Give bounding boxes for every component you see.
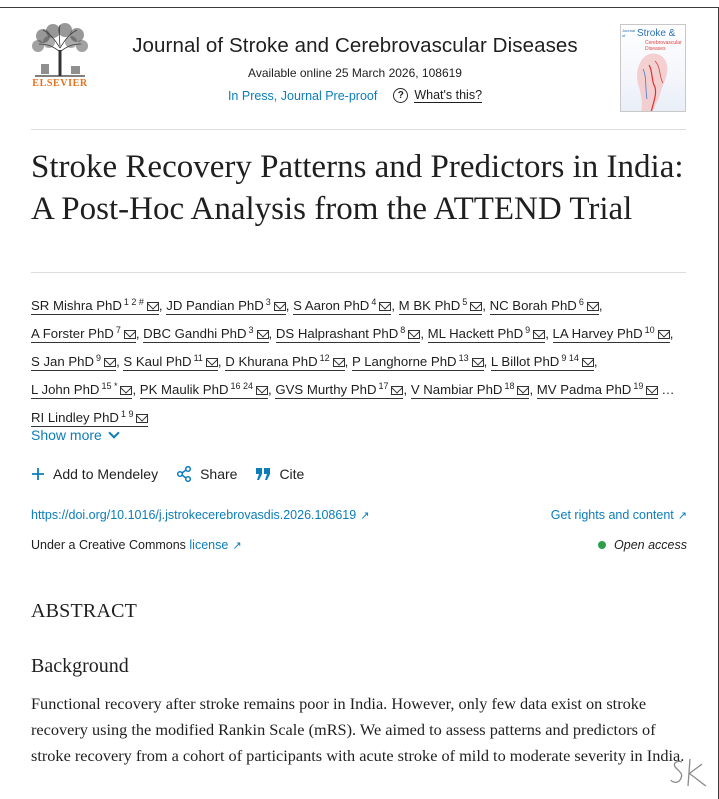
share-icon: [176, 466, 192, 482]
author-item[interactable]: [491, 354, 594, 371]
mail-icon[interactable]: [147, 302, 159, 311]
mail-icon[interactable]: [379, 302, 391, 311]
cite-label: Cite: [279, 466, 305, 482]
mail-icon[interactable]: [274, 302, 286, 311]
author-name[interactable]: [31, 410, 148, 427]
cite-button[interactable]: [255, 466, 304, 482]
title-divider: [31, 272, 686, 273]
author-name[interactable]: [166, 298, 286, 315]
cover-side-text: Journal of: [622, 28, 636, 38]
license-text: [31, 538, 242, 552]
author-affiliation-sup: 11: [193, 353, 203, 363]
mail-icon[interactable]: [124, 330, 136, 339]
share-button[interactable]: [176, 466, 237, 482]
author-name[interactable]: [143, 326, 268, 343]
license-prefix: Under a Creative Commons: [31, 538, 186, 552]
authors-ellipsis: …: [661, 382, 675, 397]
author-name-text: LA Harvey PhD: [552, 326, 643, 341]
mail-icon[interactable]: [206, 358, 218, 367]
article-title: Stroke Recovery Patterns and Predictors in India: A Post-Hoc Analysis from the ATTEND Trial: [31, 149, 684, 227]
author-affiliation-sup: 9: [525, 325, 531, 335]
whats-this-label: What's this?: [414, 88, 483, 102]
author-affiliation-sup: 1 2 #: [123, 297, 144, 307]
background-text: Functional recovery after stroke remains poor in India. However, only few data exist on stroke recovery using the modified Rankin Scale (mRS). We aimed to assess patterns and predictors of stroke recovery from a cohort of participants with acute stroke of mild to moderate severity in India.: [31, 694, 685, 765]
author-name-text: DBC Gandhi PhD: [143, 326, 247, 341]
mail-icon[interactable]: [646, 386, 658, 395]
author-name-text: P Langhorne PhD: [351, 354, 457, 369]
author-name-text: ML Hackett PhD: [427, 326, 524, 341]
add-to-mendeley-label: Add to Mendeley: [53, 466, 159, 482]
author-name-text: L John PhD: [31, 382, 100, 397]
mail-icon[interactable]: [517, 386, 529, 395]
rights-text: Get rights and content: [550, 508, 674, 522]
abstract-heading: ABSTRACT: [31, 600, 138, 622]
author-item[interactable]: [411, 382, 530, 399]
author-item[interactable]: [123, 354, 218, 371]
mail-icon[interactable]: [104, 358, 116, 367]
top-frame-line: [0, 7, 719, 8]
author-item[interactable]: [31, 354, 116, 371]
author-name-text: V Nambiar PhD: [410, 382, 503, 397]
author-name[interactable]: [428, 326, 546, 343]
author-name[interactable]: [411, 382, 530, 399]
author-item[interactable]: [275, 382, 403, 399]
author-name[interactable]: [293, 298, 391, 315]
mail-icon[interactable]: [257, 330, 269, 339]
author-affiliation-sup: 1 9: [120, 409, 134, 419]
signature-mark: [668, 756, 712, 792]
mail-icon[interactable]: [582, 358, 594, 367]
author-affiliation-sup: 19: [633, 381, 644, 391]
author-name-text: M BK PhD: [398, 298, 461, 313]
author-name[interactable]: [140, 382, 268, 399]
open-access-badge: [598, 538, 687, 552]
author-name[interactable]: [276, 326, 420, 343]
author-name[interactable]: [537, 382, 659, 399]
header-links: [105, 88, 605, 103]
publisher-name: ELSEVIER: [32, 78, 88, 89]
header-divider: [31, 129, 686, 130]
cover-title: Stroke &: [637, 28, 676, 39]
question-circle-icon: ?: [393, 88, 408, 103]
author-affiliation-sup: 3: [265, 297, 271, 307]
author-name-text: S Kaul PhD: [123, 354, 192, 369]
author-item[interactable]: [140, 382, 268, 399]
author-name-text: RI Lindley PhD: [31, 410, 119, 425]
author-name-text: S Aaron PhD: [293, 298, 370, 313]
author-item[interactable]: [428, 326, 546, 343]
author-affiliation-sup: 9: [96, 353, 102, 363]
mail-icon[interactable]: [136, 414, 148, 423]
author-item[interactable]: [31, 326, 136, 343]
license-row: [31, 538, 687, 552]
author-affiliation-sup: 3: [248, 325, 254, 335]
doi-link[interactable]: [31, 508, 369, 522]
mail-icon[interactable]: [533, 330, 545, 339]
author-affiliation-sup: 15 *: [101, 381, 118, 391]
author-affiliation-sup: 12: [319, 353, 330, 363]
author-name[interactable]: [31, 354, 116, 371]
whats-this-button[interactable]: [393, 88, 482, 103]
author-item[interactable]: [31, 382, 132, 399]
author-name[interactable]: [490, 298, 599, 315]
author-item[interactable]: [293, 298, 391, 315]
cover-illustration: [621, 25, 686, 112]
quote-icon: [255, 467, 271, 481]
plus-icon: [31, 467, 45, 481]
author-affiliation-sup: 6: [578, 297, 584, 307]
article-actions: [31, 466, 304, 482]
share-label: Share: [200, 466, 238, 482]
mail-icon[interactable]: [256, 386, 268, 395]
journal-title[interactable]: Journal of Stroke and Cerebrovascular Diseases: [132, 34, 578, 57]
show-more-button[interactable]: [31, 427, 118, 443]
author-item[interactable]: [31, 298, 159, 315]
journal-cover[interactable]: [620, 24, 686, 112]
in-press-link[interactable]: In Press, Journal Pre-proof: [227, 88, 378, 103]
author-item[interactable]: [276, 326, 420, 343]
author-affiliation-sup: 17: [378, 381, 389, 391]
mail-icon[interactable]: [391, 386, 403, 395]
author-name[interactable]: [553, 326, 670, 343]
author-name[interactable]: [275, 382, 403, 399]
author-affiliation-sup: 8: [400, 325, 406, 335]
author-name[interactable]: [352, 354, 484, 371]
author-item[interactable]: [399, 298, 483, 315]
author-item[interactable]: [143, 326, 268, 343]
external-arrow-icon: ↗: [360, 510, 370, 522]
cover-subtitle: Cerebrovascular Diseases: [645, 40, 682, 52]
mail-icon[interactable]: [408, 330, 420, 339]
author-item[interactable]: [31, 410, 148, 427]
author-item[interactable]: [553, 326, 670, 343]
author-name-text: JD Pandian PhD: [166, 298, 264, 313]
author-item[interactable]: [352, 354, 484, 371]
external-arrow-icon: ↗: [677, 510, 687, 522]
open-access-dot-icon: [598, 541, 606, 549]
author-item[interactable]: [225, 354, 344, 371]
author-name-text: PK Maulik PhD: [139, 382, 229, 397]
journal-header: [105, 34, 605, 103]
external-arrow-icon: ↗: [232, 540, 242, 552]
open-access-label: Open access: [614, 538, 687, 552]
available-online: Available online 25 March 2026, 108619: [248, 66, 462, 80]
mail-icon[interactable]: [472, 358, 484, 367]
mail-icon[interactable]: [470, 302, 482, 311]
author-affiliation-sup: 10: [644, 325, 655, 335]
author-name-text: S Jan PhD: [31, 354, 95, 369]
doi-text: https://doi.org/10.1016/j.jstrokecerebrovasdis.2026.108619: [31, 508, 357, 522]
author-name-text: SR Mishra PhD: [31, 298, 122, 313]
doi-row: [31, 508, 687, 522]
author-name[interactable]: [225, 354, 344, 371]
mail-icon[interactable]: [120, 386, 132, 395]
author-name[interactable]: [491, 354, 594, 371]
author-item[interactable]: [490, 298, 599, 315]
author-affiliation-sup: 13: [458, 353, 469, 363]
author-item[interactable]: [166, 298, 286, 315]
author-name[interactable]: [31, 298, 159, 315]
mail-icon[interactable]: [333, 358, 345, 367]
author-name[interactable]: [31, 326, 136, 343]
author-name[interactable]: [31, 382, 132, 399]
author-list: SR Mishra PhD $^{1 2 \#}$ , JD Pandian PhD $^3$ , S Aaron PhD $^4$ , M BK PhD $^5$ , NC Borah PhD $^6$ , A Forster PhD $^7$ , DBC Gandhi PhD $^3$ , DS Halprashant PhD $^8$ , ML Hackett PhD $^9$ , LA Harvey PhD $^{10}$ , S Jan PhD $^9$ , S Kaul PhD $^{11}$ , D Khurana PhD $^{12}$ , P Langhorne PhD $^{13}$ , L Billot PhD $^{9 14}$ , L John PhD $^{15 *}$ , PK Maulik PhD $^{16 24}$ , GVS Murthy PhD $^{17}$ , V Nambiar PhD $^{18}$ , MV Padma PhD $^{19}$ …RI Lindley PhD $^{1 9}$: [31, 297, 675, 425]
author-name-text: MV Padma PhD: [536, 382, 632, 397]
add-to-mendeley-button[interactable]: [31, 466, 158, 482]
chevron-down-icon: [108, 427, 119, 438]
author-name[interactable]: [123, 354, 218, 371]
author-affiliation-sup: 9 14: [561, 353, 579, 363]
mail-icon[interactable]: [587, 302, 599, 311]
author-name-text: NC Borah PhD: [489, 298, 577, 313]
author-item[interactable]: [537, 382, 659, 399]
mail-icon[interactable]: [658, 330, 670, 339]
show-more-label: Show more: [31, 427, 102, 443]
rights-link[interactable]: [551, 508, 687, 522]
author-name-text: GVS Murthy PhD: [275, 382, 377, 397]
background-heading: Background: [31, 655, 129, 677]
license-link-text: license: [189, 538, 229, 552]
author-name-text: D Khurana PhD: [225, 354, 318, 369]
author-affiliation-sup: 5: [462, 297, 468, 307]
author-affiliation-sup: 4: [371, 297, 377, 307]
author-name[interactable]: [399, 298, 483, 315]
author-affiliation-sup: 7: [115, 325, 121, 335]
author-affiliation-sup: 18: [504, 381, 515, 391]
author-name-text: L Billot PhD: [490, 354, 560, 369]
license-link[interactable]: [189, 538, 241, 552]
author-name-text: A Forster PhD: [31, 326, 114, 341]
author-affiliation-sup: 16 24: [230, 381, 253, 391]
author-name-text: DS Halprashant PhD: [275, 326, 399, 341]
